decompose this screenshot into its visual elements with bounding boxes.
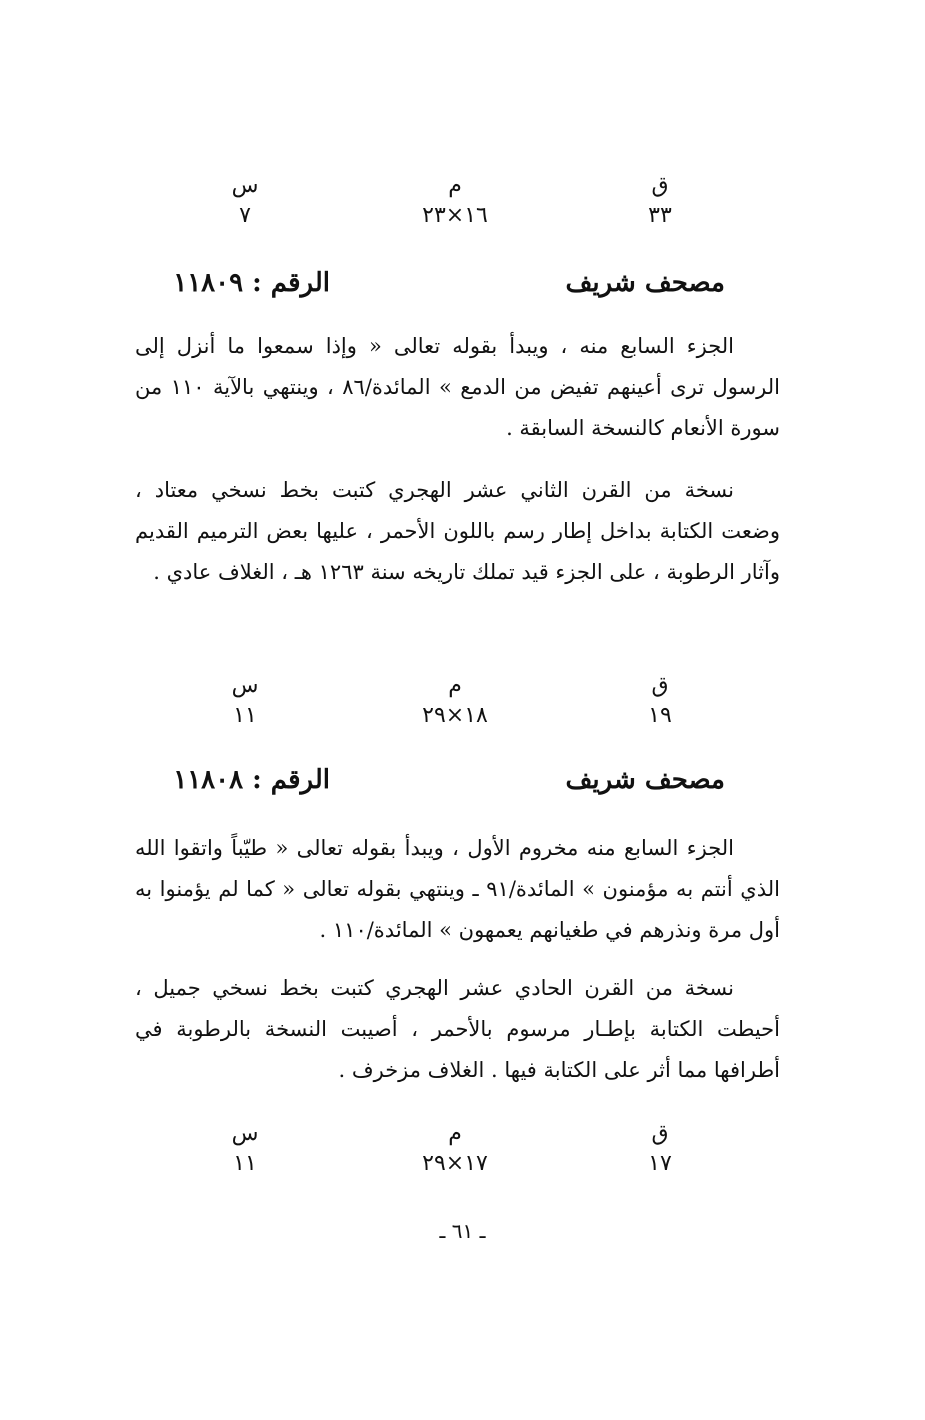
entry-description: الجزء السابع منه مخروم الأول ، ويبدأ بقوله تعالى « طيّباً واتقوا الله الذي أنتم به مؤمنون » المائدة/٩١ ـ وينتهي بقوله تعالى « كما لم يؤمنوا به أول مرة ونذرهم في طغيانهم يعمهون » المائدة/١١٠ . [135,836,780,942]
spec-label-m: م [448,1121,462,1146]
spec-label-q: ق [651,173,669,198]
spec-table [0,672,925,732]
entry-description: الجزء السابع منه ، ويبدأ بقوله تعالى « وإذا سمعوا ما أنزل إلى الرسول ترى أعينهم تفيض من الدمع » المائدة/٨٦ ، وينتهي بالآية ١١٠ من سورة الأنعام كالنسخة السابقة . [135,334,780,440]
spec-label-q: ق [651,1121,669,1146]
spec-value-m: ١٧×٢٩ [422,1151,488,1176]
spec-label-s: س [231,1121,259,1146]
spec-value-s: ١١ [233,1151,257,1176]
entry-header [0,765,925,805]
spec-table-top [0,172,925,232]
spec-value-s: ٧ [239,203,251,228]
spec-label-q: ق [651,673,669,698]
spec-table [0,1120,925,1180]
spec-label-s: س [231,673,259,698]
entry-number: الرقم : ١١٨٠٨ [173,765,330,795]
spec-label-s: س [231,173,259,198]
entry-header [0,268,925,308]
spec-value-q: ١٧ [648,1151,672,1176]
entry-notes: نسخة من القرن الحادي عشر الهجري كتبت بخط نسخي جميل ، أحيطت الكتابة بإطـار مرسوم بالأحمر ، أصيبت النسخة بالرطوبة في أطرافها مما أثر على الكتابة فيها . الغلاف مزخرف . [135,976,780,1082]
spec-value-s: ١١ [233,703,257,728]
spec-value-m: ١٨×٢٩ [422,703,488,728]
entry-notes: نسخة من القرن الثاني عشر الهجري كتبت بخط نسخي معتاد ، وضعت الكتابة بداخل إطار رسم باللون الأحمر ، عليها بعض الترميم القديم وآثار الرطوبة ، على الجزء قيد تملك تاريخه سنة ١٢٦٣ هـ ، الغلاف عادي . [135,478,780,584]
spec-label-m: م [448,173,462,198]
spec-label-m: م [448,673,462,698]
page-number: ـ ٦١ ـ [439,1219,486,1243]
spec-value-m: ١٦×٢٣ [422,203,488,228]
entry-number: الرقم : ١١٨٠٩ [173,268,330,298]
spec-value-q: ٣٣ [648,203,672,228]
entry-title: مصحف شريف [565,765,725,795]
entry-title: مصحف شريف [565,268,725,298]
spec-value-q: ١٩ [648,703,672,728]
